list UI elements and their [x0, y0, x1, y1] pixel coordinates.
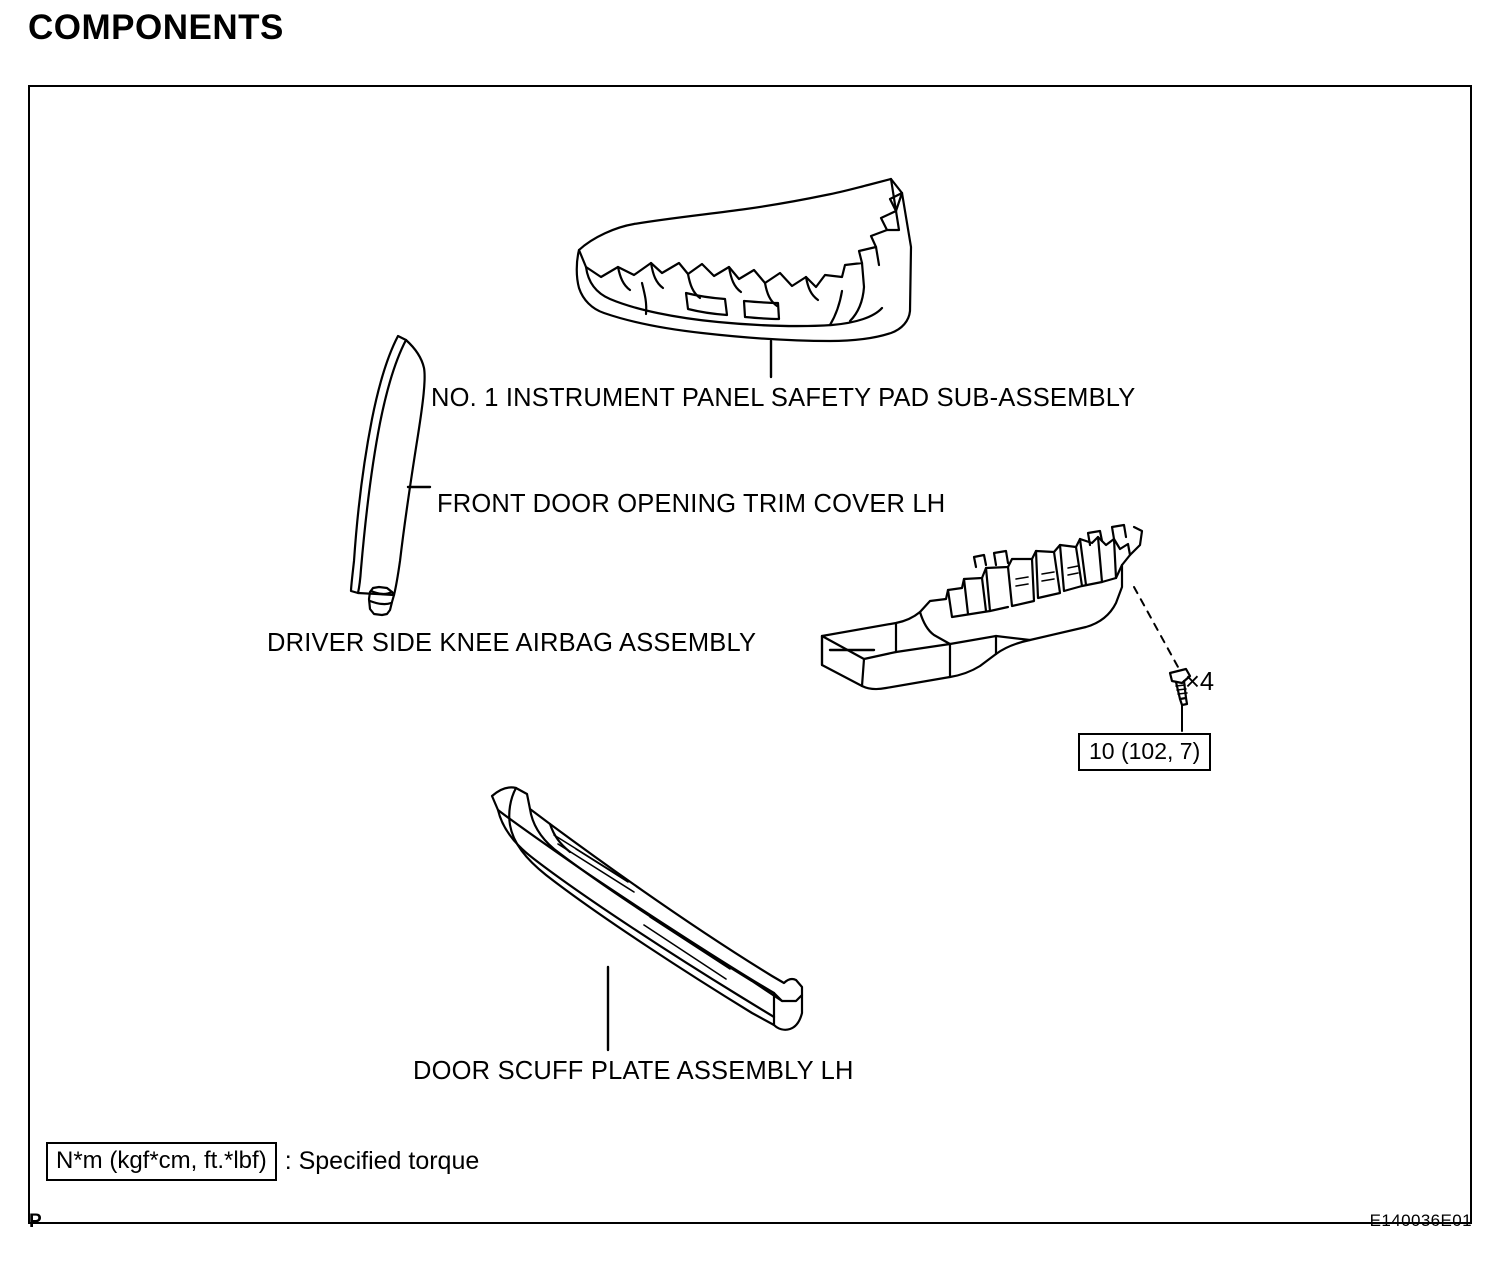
label-scuff-plate: DOOR SCUFF PLATE ASSEMBLY LH — [413, 1057, 854, 1085]
torque-legend-text: : Specified torque — [284, 1146, 480, 1175]
diagram-frame — [28, 85, 1472, 1224]
torque-legend — [46, 1142, 479, 1181]
torque-legend-key: N*m (kgf*cm, ft.*lbf) — [46, 1142, 277, 1181]
figure-id: E140036E01 — [1369, 1211, 1472, 1230]
label-safety-pad: NO. 1 INSTRUMENT PANEL SAFETY PAD SUB-ASSEMBLY — [431, 384, 1136, 412]
part-shape-knee-airbag — [822, 525, 1142, 689]
part-shape-bolt — [1134, 587, 1190, 731]
part-shape-safety-pad — [577, 179, 911, 377]
part-shape-scuff-plate — [492, 787, 802, 1050]
bolt-quantity-label: ×4 — [1185, 668, 1215, 696]
part-shape-door-opening-trim — [346, 336, 430, 615]
page-title: COMPONENTS — [28, 8, 284, 47]
torque-spec-box: 10 (102, 7) — [1078, 733, 1211, 771]
label-door-opening-trim: FRONT DOOR OPENING TRIM COVER LH — [437, 490, 946, 518]
label-knee-airbag: DRIVER SIDE KNEE AIRBAG ASSEMBLY — [267, 629, 757, 657]
page-mark: P — [29, 1211, 42, 1232]
